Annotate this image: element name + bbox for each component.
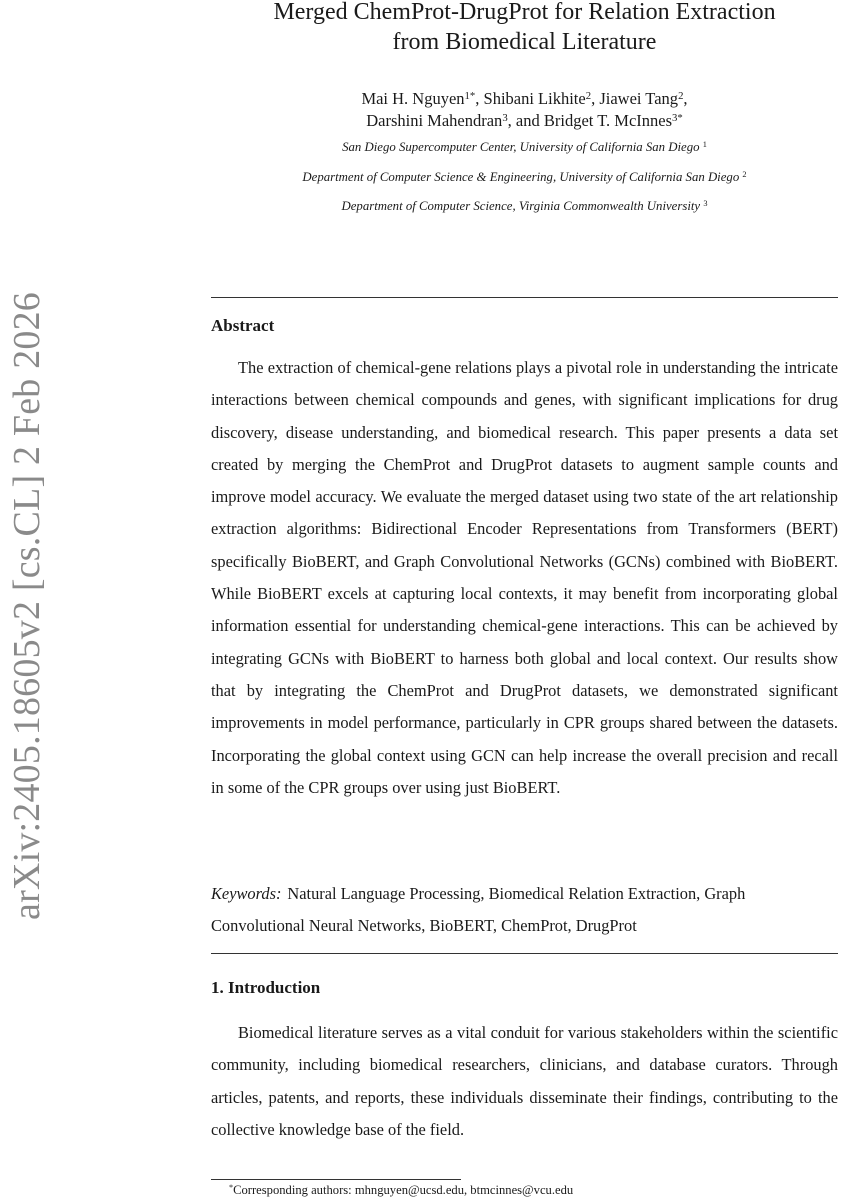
keywords [211, 878, 838, 943]
keywords-list: Natural Language Processing, Biomedical Relation Extraction, Graph Convolutional Neural Networks, BioBERT, ChemProt, DrugProt [211, 884, 746, 936]
footnote-rule [211, 1179, 461, 1180]
abstract-bottom-rule [211, 953, 838, 954]
author-list [211, 88, 838, 132]
arxiv-identifier-stamp: arXiv:2405.18605v2 [cs.CL] 2 Feb 2026 [6, 292, 48, 920]
abstract-top-rule [211, 297, 838, 298]
author-name: Mai H. Nguyen$^{1*}$, [361, 89, 484, 108]
abstract-body: The extraction of chemical-gene relations plays a pivotal role in understanding the intricate interactions between chemical compounds and genes, with significant implications for drug discovery, disease understanding, and biomedical research. This paper presents a data set created by merging the ChemProt and DrugProt datasets to augment sample counts and improve model accuracy. We evaluate the merged dataset using two state of the art relationship extraction algorithms: Bidirectional Encoder Representations from Transformers (BERT) specifically BioBERT, and Graph Convolutional Networks (GCNs) combined with BioBERT. While BioBERT excels at capturing local contexts, it may benefit from incorporating global information essential for understanding chemical-gene interactions. This can be achieved by integrating GCNs with BioBERT to harness both global and local context. Our results show that by integrating the ChemProt and DrugProt datasets, we demonstrated significant improvements in model performance, particularly in CPR groups shared between the datasets. Incorporating the global context using GCN can help increase the overall precision and recall in some of the CPR groups over using just BioBERT. [211, 358, 838, 797]
affiliation-3: Department of Computer Science, Virginia Commonwealth University $^3$ [341, 199, 708, 213]
abstract-heading: Abstract [211, 316, 275, 335]
keywords-label: Keywords: [211, 884, 282, 903]
author-line-2 [211, 110, 838, 132]
paper-title [211, 0, 838, 57]
affiliation-2: Department of Computer Science & Engineering, University of California San Diego $^2$ [302, 170, 747, 184]
author-name: Bridget T. McInnes$^{3*}$ [543, 111, 683, 130]
introduction-heading: 1. Introduction [211, 978, 321, 997]
affiliation-1: San Diego Supercomputer Center, University of California San Diego $^1$ [342, 140, 707, 154]
introduction-body: Biomedical literature serves as a vital conduit for various stakeholders within the scientific community, including biomedical researchers, clinicians, and database curators. Through articles, patents, and reports, these individuals disseminate their findings, contributing to the collective knowledge base of the field. [211, 1023, 838, 1139]
corresponding-authors-footnote: *Corresponding authors: mhnguyen@ucsd.edu, btmcinnes@vcu.edu [229, 1183, 574, 1197]
title-line-1: Merged ChemProt-DrugProt for Relation Extraction [273, 0, 776, 25]
footnote-mark: * [229, 1183, 234, 1193]
author-line-1 [211, 88, 838, 110]
author-name: Jiawei Tang$^2$, [599, 89, 688, 108]
author-name: Darshini Mahendran$^3$, and [366, 111, 544, 130]
author-name: Shibani Likhite$^2$, [483, 89, 600, 108]
title-line-2: from Biomedical Literature [392, 29, 657, 55]
